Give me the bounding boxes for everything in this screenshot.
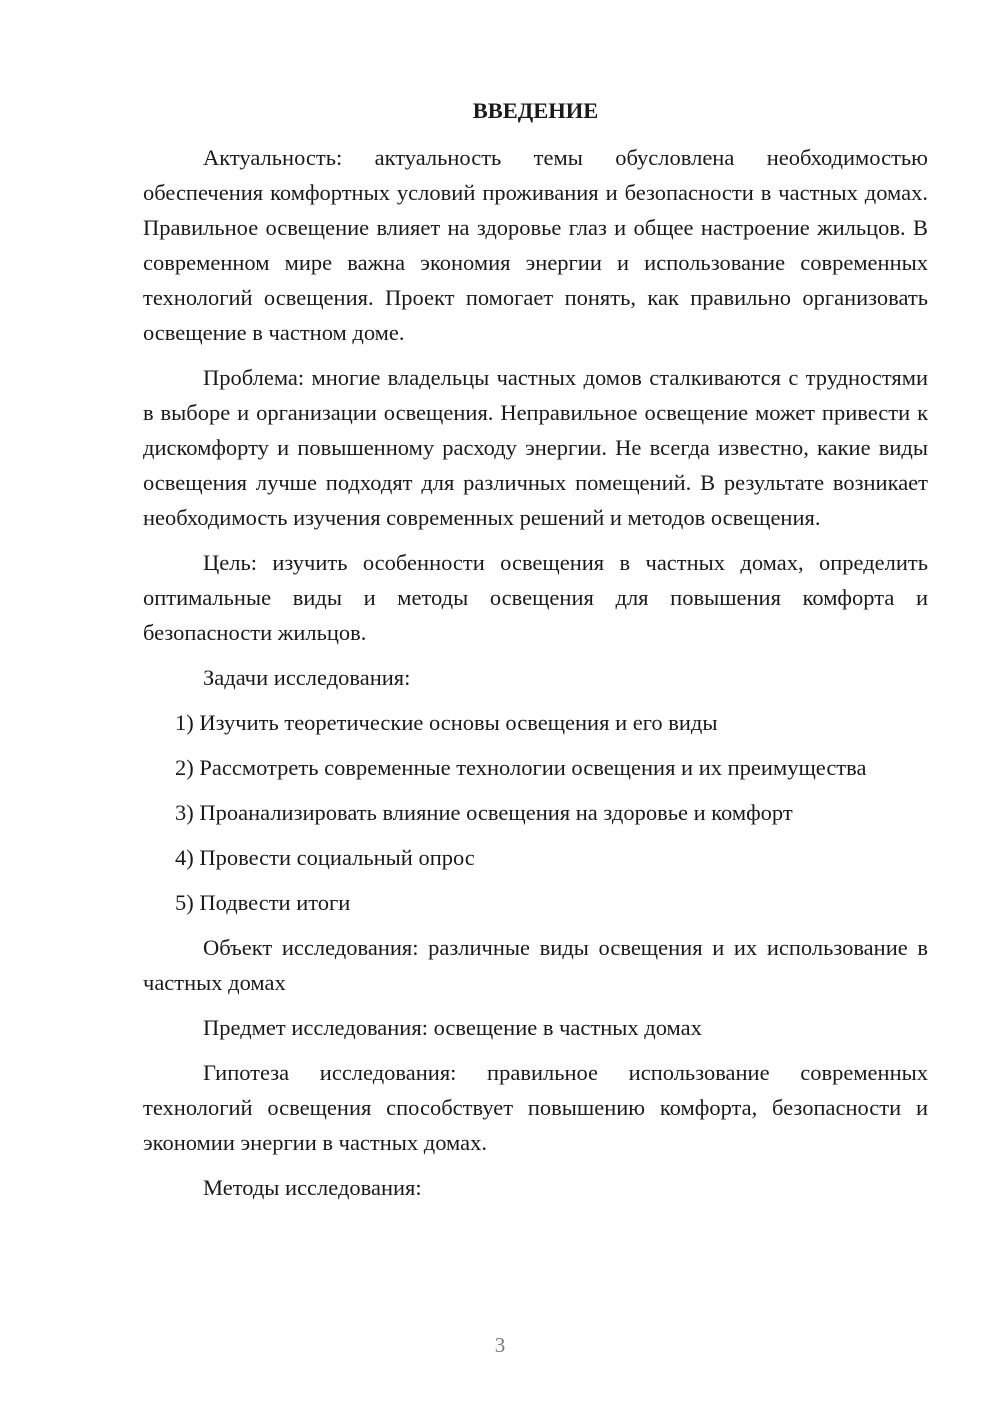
problem-paragraph: Проблема: многие владельцы частных домов сталкиваются с трудностями в выборе и организации освещения. Неправильное освещение может привести к дискомфорту и повышенному расходу энергии. Не всегда известно, какие виды освещения лучше подходят для различных помещений. В результате возникает необходимость изучения современных решений и методов освещения. <box>143 365 928 530</box>
task-item: 5) Подвести итоги <box>175 890 351 915</box>
task-item: 1) Изучить теоретические основы освещения и его виды <box>175 710 718 735</box>
methods-paragraph: Методы исследования: <box>203 1175 422 1200</box>
task-item: 3) Проанализировать влияние освещения на здоровье и комфорт <box>175 800 793 825</box>
task-item: 2) Рассмотреть современные технологии освещения и их преимущества <box>175 755 867 780</box>
goal-paragraph: Цель: изучить особенности освещения в частных домах, определить оптимальные виды и методы освещения для повышения комфорта и безопасности жильцов. <box>143 550 928 645</box>
page-number: 3 <box>494 1333 506 1357</box>
relevance-paragraph: Актуальность: актуальность темы обусловлена необходимостью обеспечения комфортных условий проживания и безопасности в частных домах. Правильное освещение влияет на здоровье глаз и общее настроение жильцов. В современном мире важна экономия энергии и использование современных технологий освещения. Проект помогает понять, как правильно организовать освещение в частном доме. <box>143 145 928 345</box>
subject-paragraph: Предмет исследования: освещение в частных домах <box>203 1015 702 1040</box>
hypothesis-paragraph: Гипотеза исследования: правильное использование современных технологий освещения способствует повышению комфорта, безопасности и экономии энергии в частных домах. <box>143 1060 928 1155</box>
object-paragraph: Объект исследования: различные виды освещения и их использование в частных домах <box>143 935 928 995</box>
tasks-heading: Задачи исследования: <box>203 665 411 690</box>
document-page <box>143 93 928 1215</box>
task-item: 4) Провести социальный опрос <box>175 845 475 870</box>
section-title: ВВЕДЕНИЕ <box>472 98 599 123</box>
